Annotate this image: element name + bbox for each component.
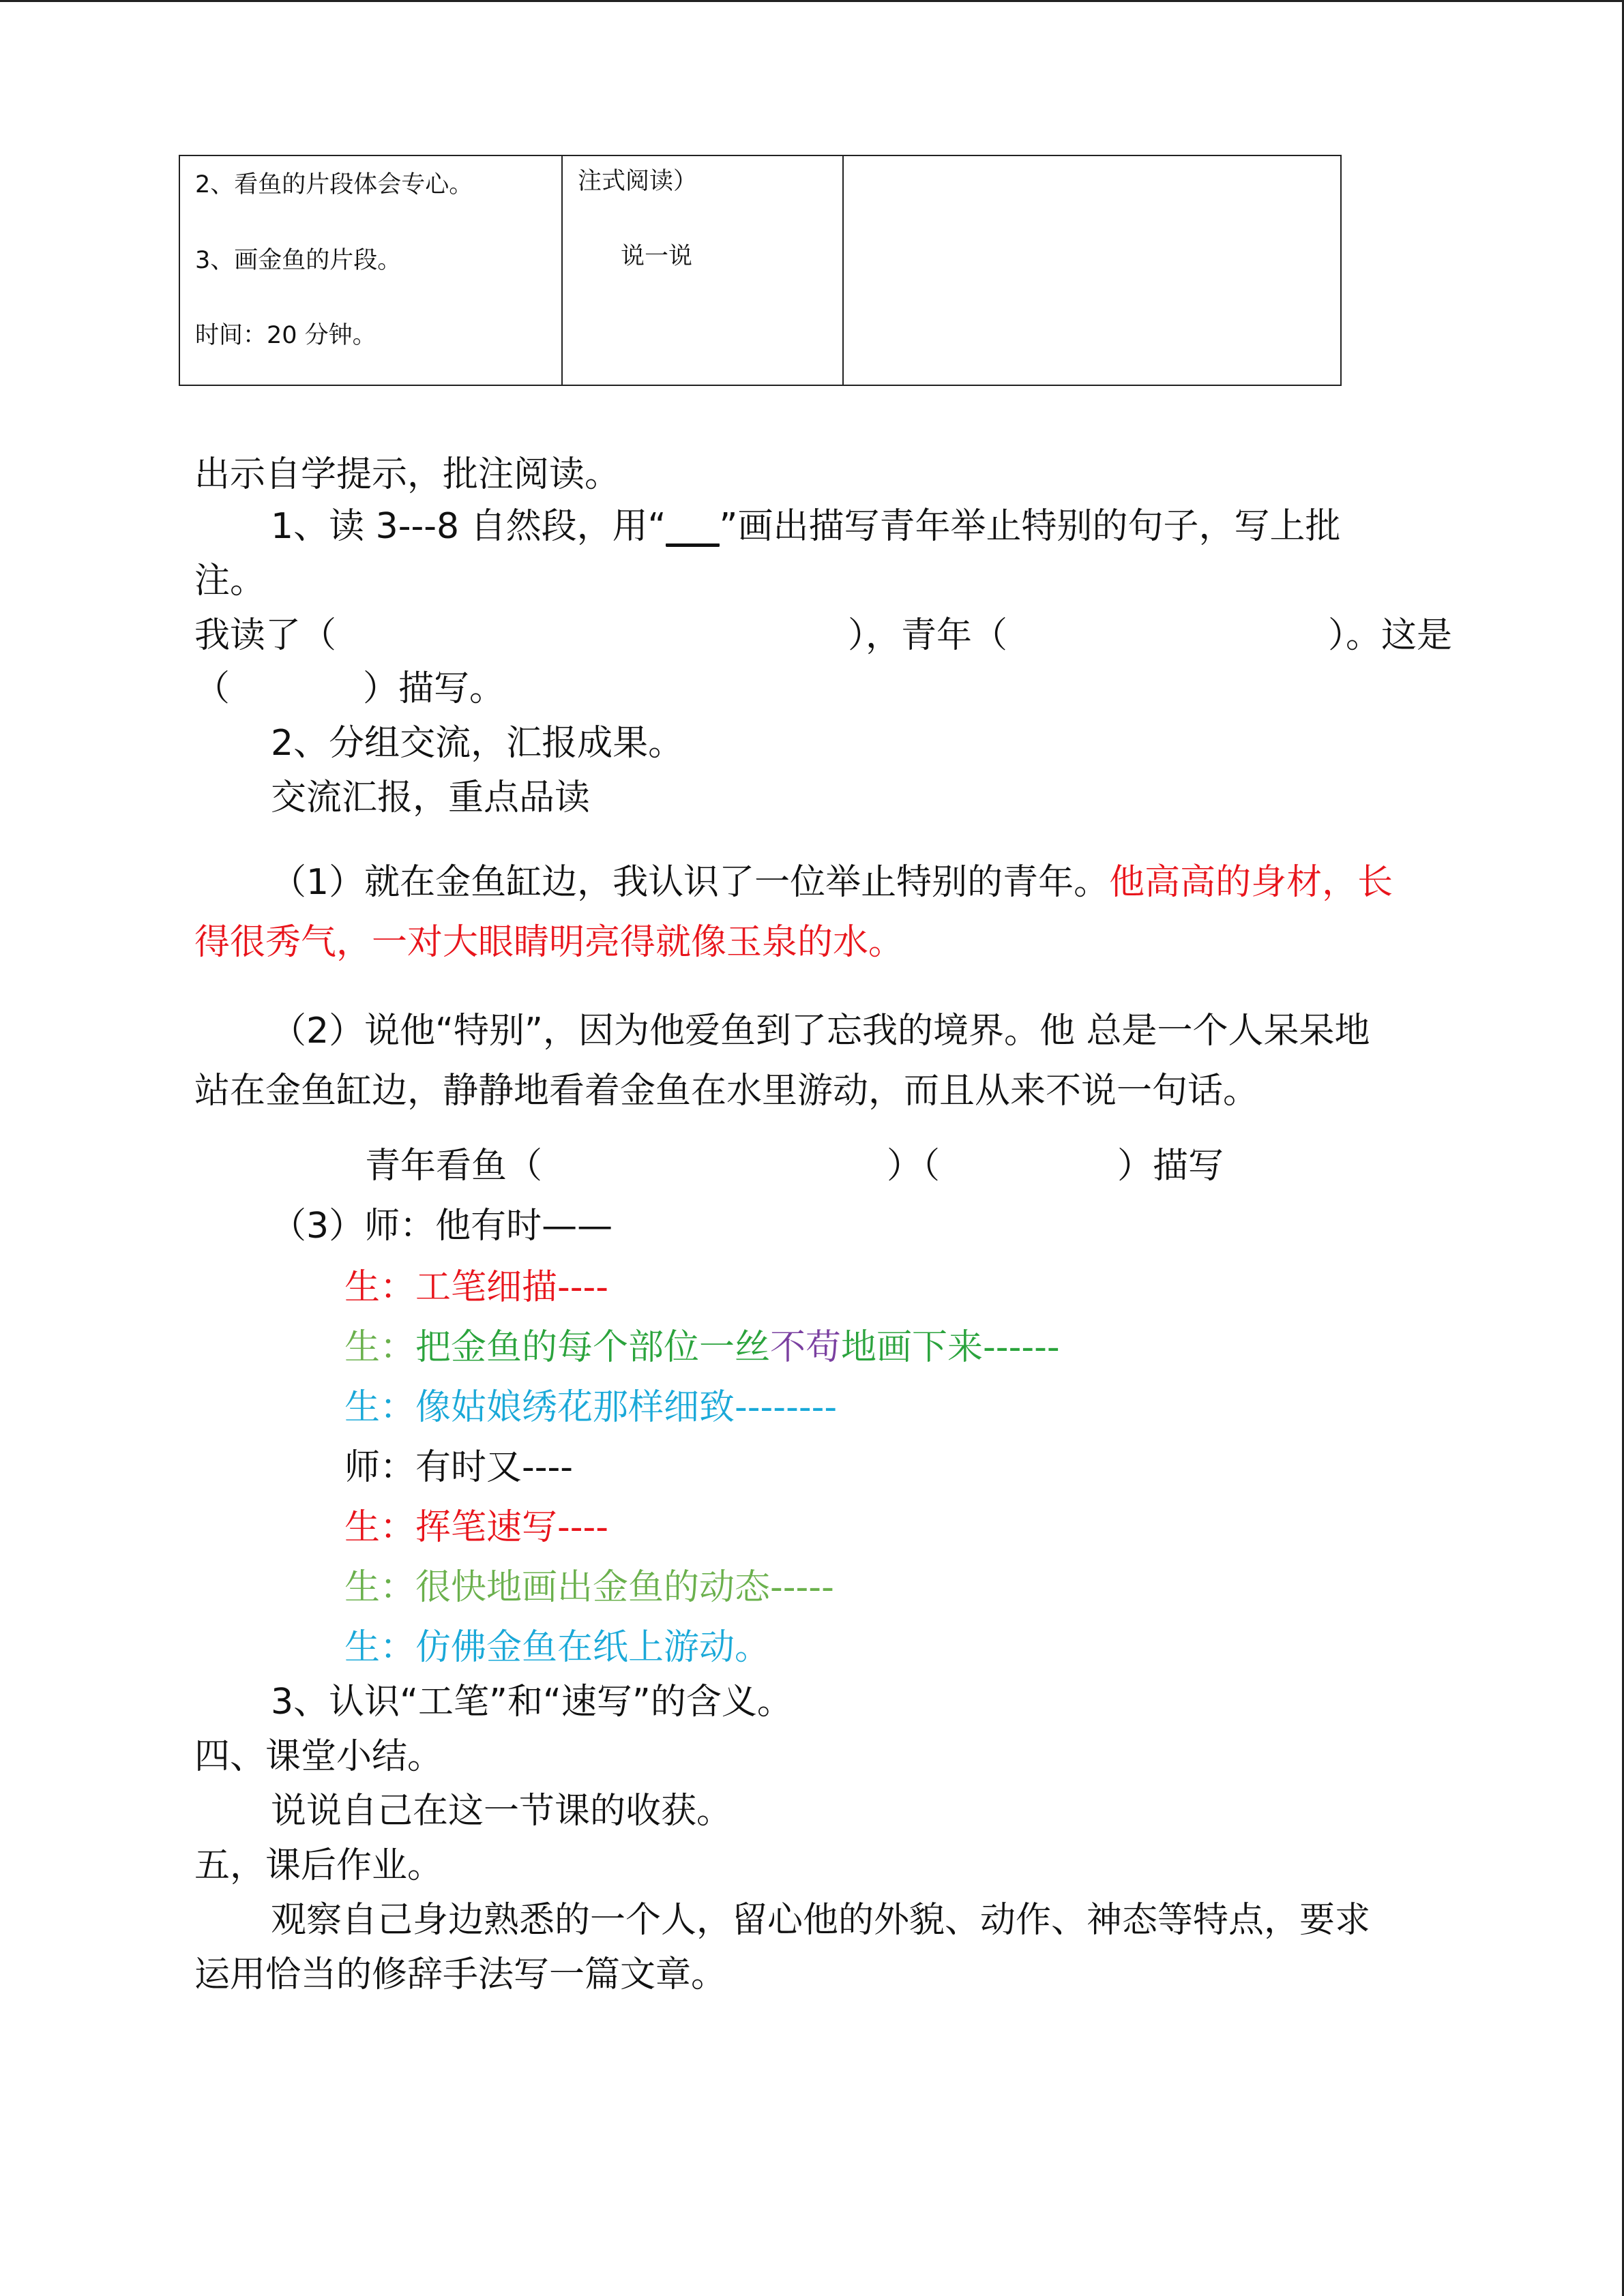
list-item-text: 不苟 (770, 1327, 842, 1368)
list-item-text: 挥笔速写---- (415, 1507, 609, 1548)
instruction-text: ”画出描写青年举止特别的句子，写上批 (719, 506, 1341, 547)
table-cell-methods (562, 155, 843, 385)
table-cell-line: 时间：20 分钟。 (195, 322, 377, 349)
blank-text: ）描写。 (363, 668, 505, 709)
list-item (304, 1567, 834, 1608)
speaker-label: 生： (344, 1567, 416, 1608)
fill-blank-line (365, 1146, 1224, 1187)
table-cell-line: 3、画金鱼的片段。 (195, 247, 402, 274)
passage-line: 站在金鱼缸边，静静地看着金鱼在水里游动，而且从来不说一句话。 (194, 1071, 1259, 1112)
table-cell-line: 2、看鱼的片段体会专心。 (195, 171, 473, 198)
speaker-label: 生： (344, 1327, 416, 1368)
table-cell-activities (179, 155, 562, 385)
blank-text: ）（ (887, 1146, 941, 1187)
table-cell-empty (843, 155, 1341, 385)
section-heading: 五，课后作业。 (194, 1845, 443, 1886)
highlight-text: 他高高的身材，长 (1109, 862, 1393, 903)
blank-text: ）。这是 (1328, 615, 1453, 656)
list-item (304, 1387, 838, 1428)
list-item (304, 1327, 1060, 1368)
step-line: 交流汇报，重点品读 (271, 777, 591, 818)
list-item (304, 1267, 609, 1308)
list-item-text: 把金鱼的每个部位一丝 (415, 1327, 771, 1368)
step-line: 2、分组交流，汇报成果。 (271, 723, 684, 764)
list-item-text: 很快地画出金鱼的动态----- (415, 1567, 834, 1608)
list-item-text: 仿佛金鱼在纸上游动。 (415, 1627, 771, 1668)
fill-blank-line (194, 615, 1470, 656)
passage-line (271, 862, 1393, 903)
list-item (304, 1507, 609, 1548)
list-item-text: 像姑娘绣花那样细致-------- (415, 1387, 838, 1428)
list-item (304, 1447, 574, 1488)
step-line: 3、认识“工笔”和“速写”的含义。 (271, 1682, 793, 1723)
blank-text: ），青年（ (848, 615, 1008, 656)
speaker-label: 生： (344, 1507, 416, 1548)
underline-mark: ___ (666, 506, 720, 547)
list-item-text: 地画下来------ (841, 1327, 1060, 1368)
speaker-label: 生： (344, 1387, 416, 1428)
blank-text: （ (194, 668, 231, 709)
instruction-line: 注。 (194, 561, 266, 601)
list-item (304, 1627, 771, 1668)
homework-line: 观察自己身边熟悉的一个人，留心他的外貌、动作、神态等特点，要求 (271, 1900, 1371, 1941)
list-item-text: 师：有时又---- (344, 1447, 574, 1488)
passage-text: （1）就在金鱼缸边，我认识了一位举止特别的青年。 (271, 862, 1110, 903)
passage-line: （2）说他“特别”，因为他爱鱼到了忘我的境界。他 总是一个人呆呆地 (271, 1011, 1370, 1052)
speaker-label: 生： (344, 1627, 416, 1668)
list-item-text: 工笔细描---- (415, 1267, 609, 1308)
table-cell-line: 注式阅读） (578, 168, 698, 195)
passage-line: 得很秀气，一对大眼睛明亮得就像玉泉的水。 (194, 922, 904, 963)
blank-text: ）描写 (1117, 1146, 1224, 1187)
lesson-plan-table (179, 155, 1342, 386)
blank-text: 我读了（ (194, 615, 337, 656)
homework-line: 运用恰当的修辞手法写一篇文章。 (194, 1954, 727, 1995)
fill-blank-line (194, 668, 505, 709)
table-row (179, 155, 1341, 385)
step-line: 说说自己在这一节课的收获。 (271, 1791, 733, 1832)
page-top-border (0, 0, 1624, 2)
instruction-text: 1、读 3---8 自然段，用“ (271, 506, 666, 547)
speaker-label: 生： (344, 1267, 416, 1308)
self-study-prompt: 出示自学提示，批注阅读。 (194, 454, 621, 495)
table-cell-line: 说一说 (621, 243, 693, 270)
instruction-line (271, 506, 1341, 547)
blank-text: 青年看鱼（ (365, 1146, 543, 1187)
section-heading: 四、课堂小结。 (194, 1736, 443, 1777)
teacher-line: （3）师：他有时—— (271, 1206, 613, 1247)
